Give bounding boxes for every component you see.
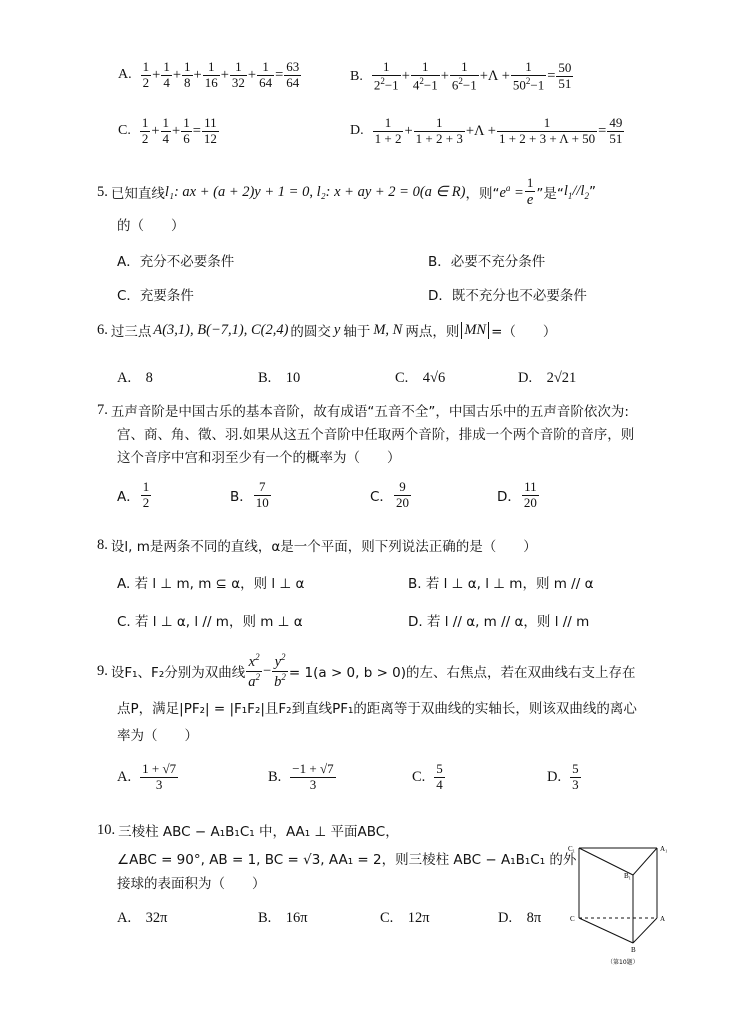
q7-option-b: B． $\frac{7}{10}$ — [230, 479, 269, 510]
question-number: 10. — [97, 821, 116, 838]
edge-b-a — [633, 918, 657, 943]
q5-stem: 5. 已知直线 l₁: ax + (a + 2)y + 1 = 0 , l₂: x + ay + 2 = 0(a ∈ R) ，则“ $e^a$ = $\frac{1}{e}$ ”是“ $l_1//l_2$ ” — [97, 175, 596, 208]
q8-option-c: C. 若 l ⊥ α, l // m，则 m ⊥ α — [117, 614, 303, 630]
q6-option-b: B. 10 — [258, 370, 301, 386]
q10-stem: 10. 三棱柱 ABC − A₁B₁C₁ 中，AA₁ ⊥ 平面ABC， — [97, 821, 399, 840]
prism-figure — [565, 838, 685, 968]
label-a: A — [660, 915, 666, 923]
option-label: B. — [350, 68, 363, 84]
q9-option-c: C. $\frac{5}{4}$ — [412, 761, 443, 792]
q9-stem: 9. 设F₁、F₂分别为双曲线 $\frac{x^2}{a^2}$ − $\frac{y^2}{b^2}$ = 1(a > 0, b > 0)的左、右焦点，若在双曲线右支上存在 — [97, 652, 636, 690]
edge-c1-b1 — [579, 848, 633, 875]
q8-option-d: D. 若 l // α, m // α，则 l // m — [408, 614, 590, 630]
q8-option-b: B. 若 l ⊥ α, l ⊥ m，则 m // α — [408, 576, 594, 592]
edge-b1-a1 — [633, 848, 657, 875]
three-points: A(3,1), B(−7,1), C(2,4) — [153, 321, 289, 338]
q10-option-d: D. 8π — [498, 910, 542, 926]
label-b: B — [631, 946, 636, 954]
label-c: C — [570, 915, 575, 923]
q9-stem-line3: 率为（ ） — [117, 728, 198, 744]
q5-option-d: D．既不充分也不必要条件 — [428, 288, 587, 304]
q9-stem-line2: 点P，满足|PF₂| = |F₁F₂|且F₂到直线PF₁的距离等于双曲线的实轴长，则该双曲线的离心 — [117, 701, 637, 717]
q4-option-c: C. $\frac{1}{2}$ + $\frac{1}{4}$ + $\frac{1}{6}$ = $\frac{11}{12}$ — [118, 115, 217, 146]
label-c1: C₁ — [568, 845, 576, 853]
question-number: 6. — [97, 321, 108, 338]
q8-stem: 8. 设l, m是两条不同的直线，α是一个平面，则下列说法正确的是（ ） — [97, 536, 537, 555]
q10-option-b: B. 16π — [258, 910, 308, 926]
q4-option-d: D. $\frac{1}{1 + 2}$ + $\frac{1}{1 + 2 + 3}$ +Λ + $\frac{1}{1 + 2 + 3 + \Lambda + 50}$ = $\frac{49}{51}$ — [350, 115, 623, 146]
q10-option-a: A. 32π — [117, 910, 168, 926]
q10-stem-line3: 接球的表面积为（ ） — [117, 876, 266, 892]
figure-caption: （第10题） — [607, 959, 639, 966]
q5-stem-cont: 的（ ） — [117, 218, 185, 234]
q7-stem-line3: 这个音序中宫和羽至少有一个的概率为（ ） — [117, 450, 401, 466]
q5-option-a: A．充分不必要条件 — [117, 254, 235, 270]
q9-option-a: A. $\frac{1 + √7}{3}$ — [117, 761, 177, 792]
option-label: C. — [118, 123, 131, 139]
q6-option-c: C. 4√6 — [395, 370, 446, 386]
q7-option-c: C． $\frac{9}{20}$ — [370, 479, 409, 510]
option-label: A. — [118, 67, 132, 83]
q5-option-b: B．必要不充分条件 — [428, 254, 546, 270]
label-b1: B₁ — [624, 872, 632, 880]
edge-c-b — [579, 918, 633, 943]
q7-option-a: A． $\frac{1}{2}$ — [117, 479, 150, 510]
question-number: 8. — [97, 536, 108, 553]
q7-stem-line2: 宫、商、角、徵、羽.如果从这五个音阶中任取两个音阶，排成一个两个音阶的音序，则 — [117, 427, 635, 443]
q7-option-d: D． $\frac{11}{20}$ — [497, 479, 537, 510]
q10-option-c: C. 12π — [380, 910, 430, 926]
q9-option-b: B. $\frac{-1 + √7}{3}$ — [268, 761, 334, 792]
line-l1: l₁: ax + (a + 2)y + 1 = 0 — [164, 183, 310, 200]
q7-stem-line1: 7. 五声音阶是中国古乐的基本音阶，故有成语“五音不全”，中国古乐中的五声音阶依次为: — [97, 401, 629, 420]
q5-option-c: C．充要条件 — [117, 288, 194, 304]
q6-option-a: A. 8 — [117, 370, 153, 386]
q8-option-a: A. 若 l ⊥ m, m ⊆ α，则 l ⊥ α — [117, 576, 305, 592]
q6-option-d: D. 2√21 — [518, 370, 577, 386]
q4-option-b: B. $\frac{1}{2^2-1}$ + $\frac{1}{4^2-1}$ + $\frac{1}{6^2-1}$ +Λ + $\frac{1}{50^2-1}$ = $\frac{50}{51}$ — [350, 59, 572, 93]
q6-stem: 6. 过三点 A(3,1), B(−7,1), C(2,4) 的圆交 y 轴于 M, N 两点，则 MN =（ ） — [97, 321, 557, 340]
label-a1: A₁ — [660, 845, 668, 853]
line-l2: l₂: x + ay + 2 = 0(a ∈ R) — [316, 183, 466, 200]
q4-option-a: A. $\frac{1}{2}$ + $\frac{1}{4}$ + $\frac{1}{8}$ + $\frac{1}{16}$ + $\frac{1}{32}$ + $\frac{1}{64}$ = $\frac{63}{64}$ — [118, 59, 300, 90]
question-number: 9. — [97, 662, 108, 679]
q9-option-d: D. $\frac{5}{3}$ — [547, 761, 579, 792]
option-label: D. — [350, 123, 364, 139]
question-number: 5. — [97, 183, 108, 200]
q10-stem-line2: ∠ABC = 90°, AB = 1, BC = √3, AA₁ = 2，则三棱柱 ABC − A₁B₁C₁ 的外 — [117, 852, 577, 868]
question-number: 7. — [97, 401, 108, 418]
